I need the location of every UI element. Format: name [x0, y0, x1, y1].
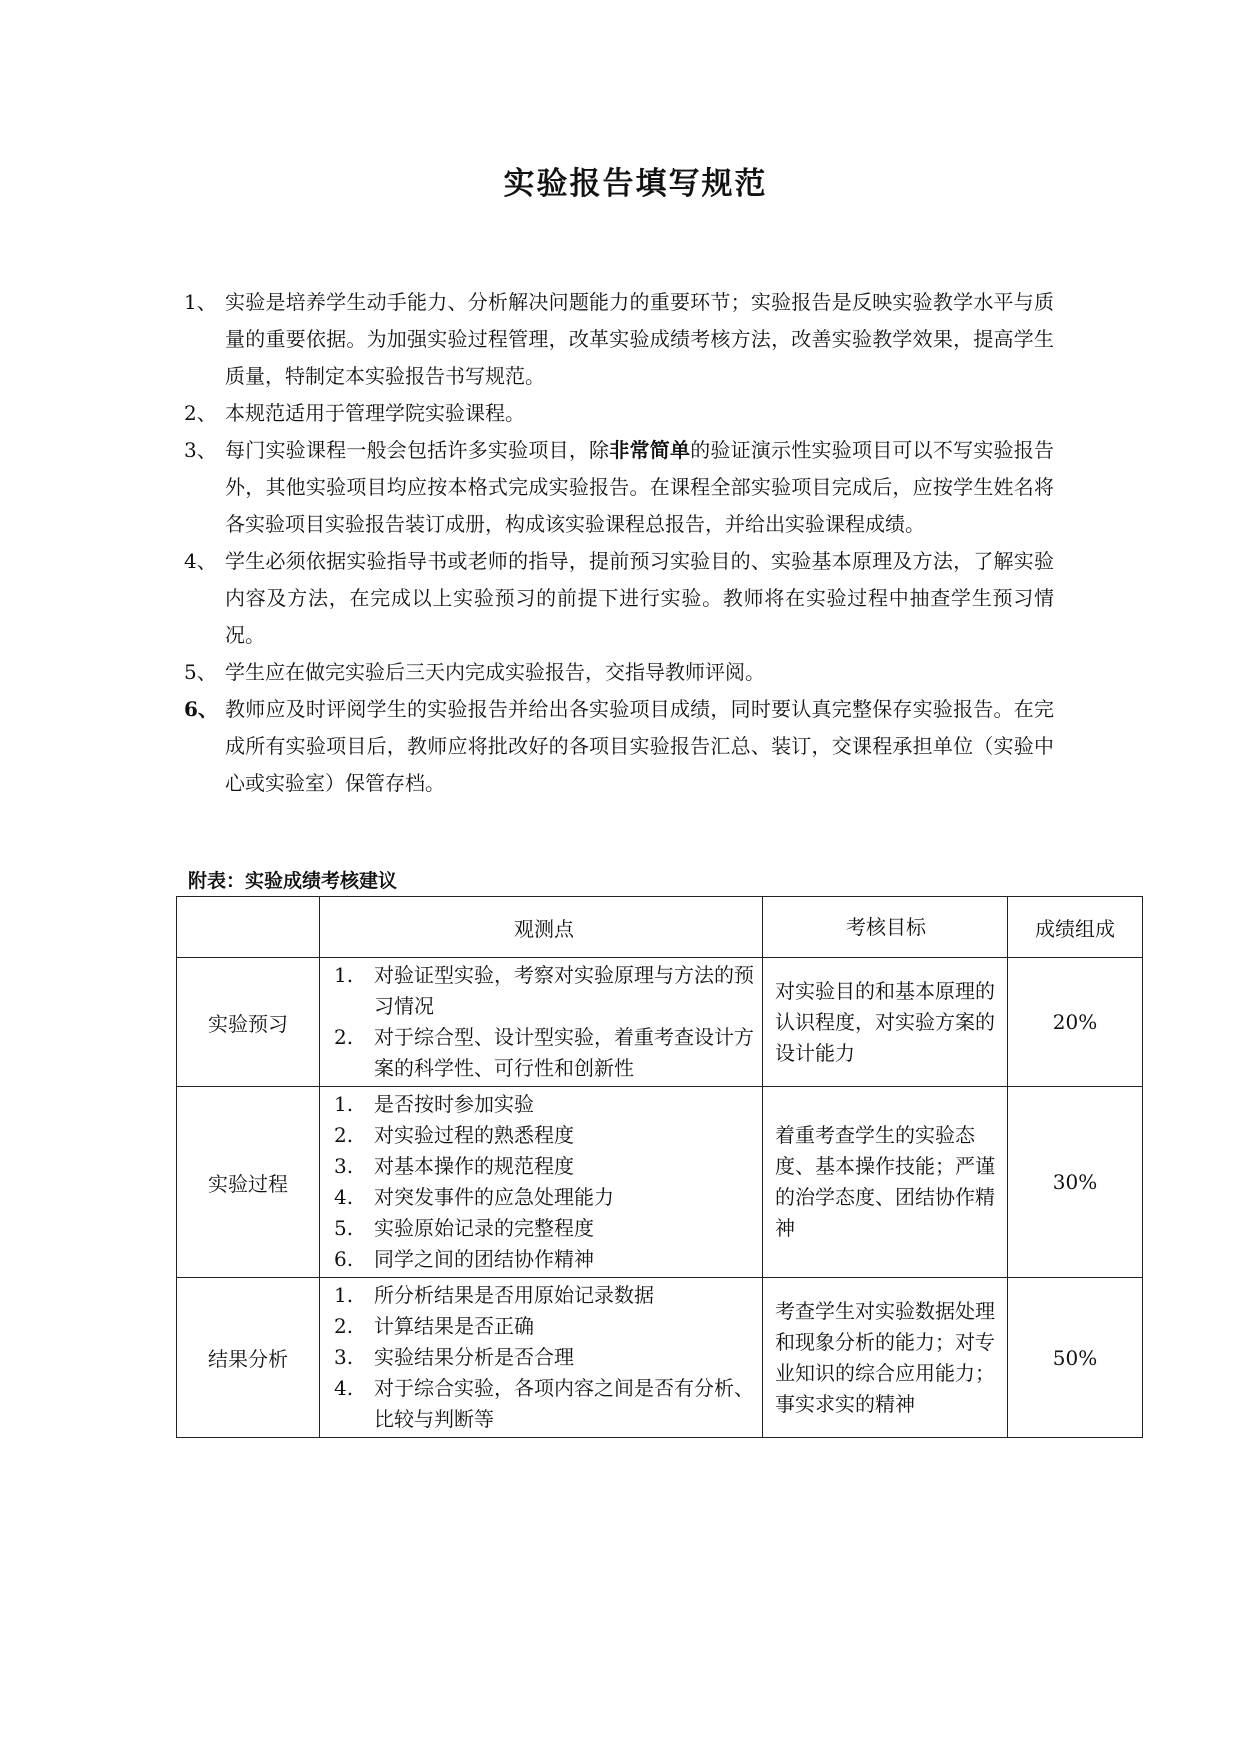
rule-text-part: 每门实验课程一般会包括许多实验项目，除 — [225, 438, 610, 462]
rule-item — [184, 543, 1054, 654]
list-item — [334, 1311, 754, 1342]
rule-text: 学生必须依据实验指导书或老师的指导，提前预习实验目的、实验基本原理及方法，了解实验内容及方法，在完成以上实验预习的前提下进行实验。教师将在实验过程中抽查学生预习情况。 — [225, 549, 1054, 647]
point-number: 3. — [334, 1154, 354, 1178]
points-cell — [320, 958, 763, 1087]
list-item — [334, 1022, 754, 1084]
point-number: 5. — [334, 1216, 354, 1240]
list-item — [334, 1244, 754, 1275]
point-number: 6. — [334, 1247, 354, 1271]
header-cell — [177, 897, 320, 958]
point-text: 实验结果分析是否合理 — [374, 1345, 574, 1369]
rule-item — [184, 395, 1054, 432]
point-text: 对验证型实验，考察对实验原理与方法的预习情况 — [374, 963, 754, 1018]
stage-cell: 实验过程 — [177, 1087, 320, 1278]
list-item — [334, 1089, 754, 1120]
list-item — [334, 1151, 754, 1182]
header-cell: 考核目标 — [763, 897, 1008, 958]
rule-item — [184, 284, 1054, 395]
goal-cell: 考查学生对实验数据处理和现象分析的能力；对专业知识的综合应用能力；事实求实的精神 — [763, 1278, 1008, 1438]
points-list — [334, 960, 754, 1084]
point-text: 所分析结果是否用原始记录数据 — [374, 1283, 654, 1307]
rule-item — [184, 654, 1054, 691]
rule-item — [184, 691, 1054, 802]
rule-text: 教师应及时评阅学生的实验报告并给出各实验项目成绩，同时要认真完整保存实验报告。在完成所有实验项目后，教师应将批改好的各项目实验报告汇总、装订，交课程承担单位（实验中心或实验室）保管存档。 — [225, 697, 1054, 795]
point-text: 计算结果是否正确 — [374, 1314, 534, 1338]
rule-number: 2、 — [184, 401, 217, 425]
point-number: 3. — [334, 1345, 354, 1369]
point-text: 同学之间的团结协作精神 — [374, 1247, 594, 1271]
point-text: 对基本操作的规范程度 — [374, 1154, 574, 1178]
goal-cell: 对实验目的和基本原理的认识程度，对实验方案的设计能力 — [763, 958, 1008, 1087]
point-text: 是否按时参加实验 — [374, 1092, 534, 1116]
table-caption: 附表：实验成绩考核建议 — [188, 870, 398, 892]
point-number: 1. — [334, 963, 354, 987]
point-number: 4. — [334, 1185, 354, 1209]
point-text: 对于综合型、设计型实验，着重考查设计方案的科学性、可行性和创新性 — [374, 1025, 754, 1080]
rules-list — [184, 284, 1054, 802]
list-item — [334, 960, 754, 1022]
points-cell — [320, 1278, 763, 1438]
table-row — [177, 1087, 1143, 1278]
point-text: 实验原始记录的完整程度 — [374, 1216, 594, 1240]
rule-number: 5、 — [184, 660, 217, 684]
table-row — [177, 1278, 1143, 1438]
point-number: 1. — [334, 1283, 354, 1307]
document-title: 实验报告填写规范 — [503, 166, 768, 202]
point-text: 对于综合实验，各项内容之间是否有分析、比较与判断等 — [374, 1376, 754, 1431]
point-number: 4. — [334, 1376, 354, 1400]
rule-number: 3、 — [184, 438, 217, 462]
table-header-row — [177, 897, 1143, 958]
header-cell: 观测点 — [320, 897, 763, 958]
points-list — [334, 1280, 754, 1435]
header-cell: 成绩组成 — [1008, 897, 1143, 958]
list-item — [334, 1182, 754, 1213]
list-item — [334, 1213, 754, 1244]
share-cell: 50% — [1008, 1278, 1143, 1438]
list-item — [334, 1120, 754, 1151]
point-text: 对实验过程的熟悉程度 — [374, 1123, 574, 1147]
rule-text: 实验是培养学生动手能力、分析解决问题能力的重要环节；实验报告是反映实验教学水平与质量的重要依据。为加强实验过程管理，改革实验成绩考核方法，改善实验教学效果，提高学生质量，特制定本实验报告书写规范。 — [225, 290, 1054, 388]
rule-text: 本规范适用于管理学院实验课程。 — [225, 401, 525, 425]
points-list — [334, 1089, 754, 1275]
point-number: 1. — [334, 1092, 354, 1116]
list-item — [334, 1280, 754, 1311]
point-text: 对突发事件的应急处理能力 — [374, 1185, 614, 1209]
share-cell: 30% — [1008, 1087, 1143, 1278]
rule-number: 6、 — [184, 697, 218, 721]
list-item — [334, 1342, 754, 1373]
point-number: 2. — [334, 1025, 354, 1049]
point-number: 2. — [334, 1123, 354, 1147]
rule-text-part: 的验证演示性实验项目可以不写实验报告外，其他实验项目均应按本格式完成实验报告。在课程全部实验项目完成后，应按学生姓名将各实验项目实验报告装订成册，构成该实验课程总报告，并给出实验课程成绩。 — [225, 438, 1055, 536]
share-cell: 20% — [1008, 958, 1143, 1087]
rule-number: 1、 — [184, 290, 217, 314]
rule-number: 4、 — [184, 549, 217, 573]
stage-cell: 结果分析 — [177, 1278, 320, 1438]
goal-cell: 着重考查学生的实验态度、基本操作技能；严谨的治学态度、团结协作精神 — [763, 1087, 1008, 1278]
rule-text-emphasis: 非常简单 — [609, 438, 691, 462]
rule-item — [184, 432, 1054, 543]
grading-table — [176, 896, 1143, 1438]
list-item — [334, 1373, 754, 1435]
rule-text: 学生应在做完实验后三天内完成实验报告，交指导教师评阅。 — [225, 660, 765, 684]
table-row — [177, 958, 1143, 1087]
stage-cell: 实验预习 — [177, 958, 320, 1087]
point-number: 2. — [334, 1314, 354, 1338]
points-cell — [320, 1087, 763, 1278]
rule-text — [225, 432, 1054, 543]
